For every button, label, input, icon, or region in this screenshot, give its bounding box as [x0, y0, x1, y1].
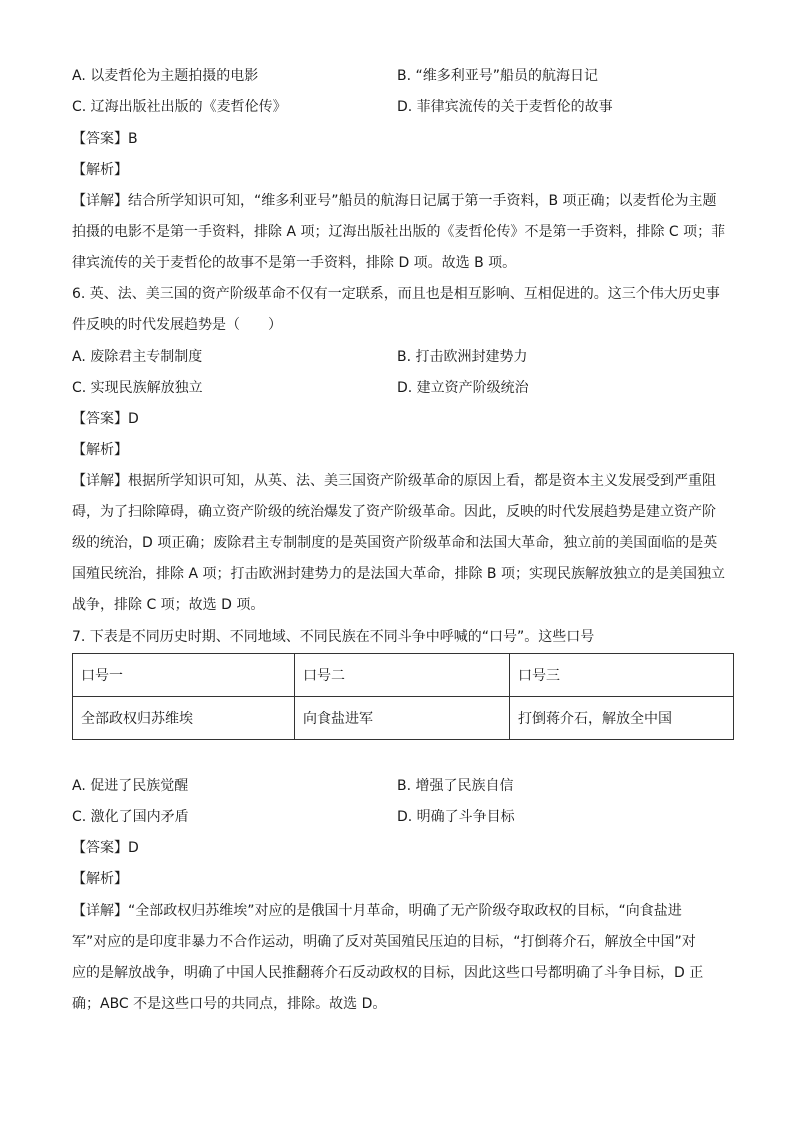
q6-stem-line: 件反映的时代发展趋势是（ ） — [72, 317, 282, 333]
table-header-cell: 口号二 — [295, 654, 510, 697]
q5-detail — [72, 186, 724, 279]
q6-stem-line: 6. 英、法、美三国的资产阶级革命不仅有一定联系，而且也是相互影响、互相促进的。这三个伟大历史事 — [72, 286, 720, 302]
table-cell: 向食盐进军 — [295, 697, 510, 740]
q7-detail-line: 确；ABC 不是这些口号的共同点，排除。故选 D。 — [72, 996, 387, 1012]
q7-option-a: A. 促进了民族觉醒 — [72, 778, 189, 794]
q6-option-a: A. 废除君主专制制度 — [72, 349, 203, 365]
q6-detail-line: 【详解】根据所学知识可知，从英、法、美三国资产阶级革命的原因上看，都是资本主义发展受到严重阻 — [72, 473, 716, 489]
q6-option-c: C. 实现民族解放独立 — [72, 380, 203, 396]
q6-analysis-label: 【解析】 — [72, 442, 128, 458]
table-header-cell: 口号三 — [510, 654, 734, 697]
q6-option-d: D. 建立资产阶级统治 — [397, 380, 529, 396]
table-row — [73, 654, 734, 697]
q7-option-d: D. 明确了斗争目标 — [397, 809, 515, 825]
q5-option-a: A. 以麦哲伦为主题拍摄的电影 — [72, 68, 259, 84]
q7-stem: 7. 下表是不同历史时期、不同地域、不同民族在不同斗争中呼喊的“口号”。这些口号 — [72, 629, 595, 645]
q7-answer: 【答案】D — [72, 840, 139, 856]
q6-detail-line: 国殖民统治，排除 A 项；打击欧洲封建势力的是法国大革命，排除 B 项；实现民族解放独立的是美国独立 — [72, 566, 725, 582]
q7-detail-line: 军”对应的是印度非暴力不合作运动，明确了反对英国殖民压迫的目标，“打倒蒋介石，解放全中国”对 — [72, 934, 696, 950]
q5-detail-line: 律宾流传的关于麦哲伦的故事不是第一手资料，排除 D 项。故选 B 项。 — [72, 255, 517, 271]
q6-option-b: B. 打击欧洲封建势力 — [397, 349, 528, 365]
q6-detail-line: 战争，排除 C 项；故选 D 项。 — [72, 597, 265, 613]
q5-analysis-label: 【解析】 — [72, 162, 128, 178]
q7-option-c: C. 激化了国内矛盾 — [72, 809, 189, 825]
q5-option-c: C. 辽海出版社出版的《麦哲伦传》 — [72, 99, 287, 115]
q5-option-d: D. 菲律宾流传的关于麦哲伦的故事 — [397, 99, 613, 115]
table-row — [73, 697, 734, 740]
q7-detail — [72, 896, 724, 1020]
slogan-table — [72, 653, 734, 740]
q7-detail-line: 应的是解放战争，明确了中国人民推翻蒋介石反动政权的目标，因此这些口号都明确了斗争目标，D 正 — [72, 965, 704, 981]
table-header-cell: 口号一 — [73, 654, 295, 697]
q7-analysis-label: 【解析】 — [72, 871, 128, 887]
q5-answer: 【答案】B — [72, 131, 138, 147]
q6-detail-line: 碍，为了扫除障碍，确立资产阶级的统治爆发了资产阶级革命。因此，反映的时代发展趋势是建立资产阶 — [72, 504, 716, 520]
table-cell: 全部政权归苏维埃 — [73, 697, 295, 740]
table-cell: 打倒蒋介石，解放全中国 — [510, 697, 734, 740]
q6-answer: 【答案】D — [72, 411, 139, 427]
q5-detail-line: 【详解】结合所学知识可知，“维多利亚号”船员的航海日记属于第一手资料，B 项正确；以麦哲伦为主题 — [72, 193, 717, 209]
q5-option-b: B. “维多利亚号”船员的航海日记 — [397, 68, 599, 84]
q6-stem — [72, 279, 724, 341]
q6-detail-line: 级的统治，D 项正确；废除君主专制制度的是英国资产阶级革命和法国大革命，独立前的美国面临的是英 — [72, 535, 718, 551]
q6-detail — [72, 466, 724, 621]
q7-detail-line: 【详解】“全部政权归苏维埃”对应的是俄国十月革命，明确了无产阶级夺取政权的目标，“向食盐进 — [72, 903, 682, 919]
q5-detail-line: 拍摄的电影不是第一手资料，排除 A 项；辽海出版社出版的《麦哲伦传》不是第一手资料，排除 C 项；菲 — [72, 224, 726, 240]
q7-option-b: B. 增强了民族自信 — [397, 778, 514, 794]
